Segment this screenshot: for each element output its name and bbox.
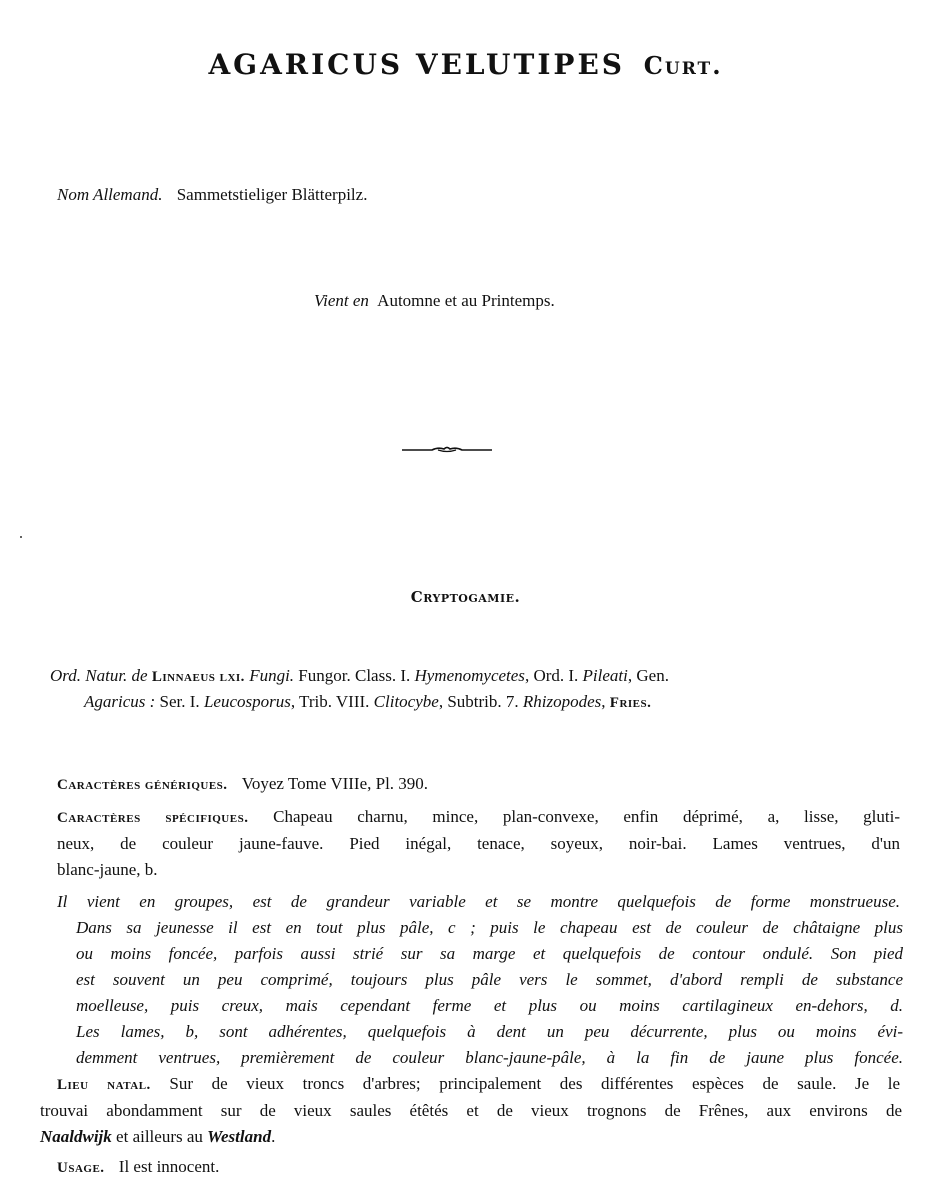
section-heading: Cryptogamie.: [410, 588, 521, 606]
classification-segment: Rhizopodes: [522, 692, 602, 711]
author-abbrev: Curt.: [643, 51, 723, 80]
classification-segment: , Ord. I.: [524, 666, 583, 685]
habitat-segment: .: [271, 1127, 276, 1146]
classification-segment: Pileati: [582, 666, 628, 685]
description-line-7: demment ventrues, premièrement de couleur blanc-jaune-pâle, à la fin de jaune plus foncée.: [76, 1048, 903, 1067]
print-speck: [20, 536, 22, 538]
specific-line-2: neux, de couleur jaune-fauve. Pied inégal, tenace, soyeux, noir-bai. Lames ventrues, d'un: [57, 834, 900, 853]
season-line: [314, 289, 555, 313]
classification-segment: Clitocybe: [373, 692, 439, 711]
habitat-segment: Westland: [207, 1127, 272, 1146]
habitat-segment: Naaldwijk: [40, 1127, 112, 1146]
habitat-line-2: trouvai abondamment sur de vieux saules étêtés et de vieux trognons de Frênes, aux environs de: [40, 1101, 902, 1120]
habitat-segment: et ailleurs au: [111, 1127, 208, 1146]
season-value: Automne et au Printemps.: [377, 291, 555, 310]
classification-segment: Ser. I.: [155, 692, 204, 711]
description-line-2: Dans sa jeunesse il est en tout plus pâle, c ; puis le chapeau est de couleur de châtaigne plus: [76, 918, 903, 937]
classification-segment: , Trib. VIII.: [290, 692, 374, 711]
classification-segment: Fungi.: [244, 666, 295, 685]
specific-line-3: blanc-jaune, b.: [57, 860, 158, 879]
description-line-6: Les lames, b, sont adhérentes, quelquefois à dent un peu décurrente, plus ou moins évi-: [76, 1022, 903, 1041]
classification-segment: Hymenomycetes: [414, 666, 525, 685]
classification-segment: Linnaeus lxi.: [151, 669, 245, 685]
description-line-3: ou moins foncée, parfois aussi strié sur sa marge et quelquefois de contour ondulé. Son pied: [76, 944, 903, 963]
generic-label: Caractères génériques.: [57, 777, 228, 793]
german-name-line: [57, 183, 367, 207]
generic-characters: [57, 772, 428, 797]
classification-segment: Leucosporus: [203, 692, 291, 711]
classification-line-1: [50, 664, 669, 689]
specific-label: Caractères spécifiques.: [57, 810, 249, 826]
generic-value: Voyez Tome VIIIe, Pl. 390.: [241, 774, 429, 793]
classification-segment: ,: [601, 692, 610, 711]
classification-segment: Agaricus :: [84, 692, 156, 711]
description-line-4: est souvent un peu comprimé, toujours plus pâle vers le sommet, d'abord rempli de substance: [76, 970, 903, 989]
description-line-5: moelleuse, puis creux, mais cependant ferme et plus ou moins cartilagineux en-dehors, d.: [76, 996, 903, 1015]
classification-segment: Ord. Natur. de: [50, 666, 152, 685]
german-name-value: Sammetstieliger Blätterpilz.: [176, 185, 368, 204]
habitat-line-3: [40, 1125, 275, 1149]
classification-segment: Fries.: [609, 695, 652, 711]
usage-line: [57, 1155, 219, 1180]
description-line-1: Il vient en groupes, est de grandeur variable et se montre quelquefois de forme monstrueuse.: [57, 892, 900, 911]
usage-label: Usage.: [57, 1160, 105, 1176]
habitat-line-1: [57, 1072, 900, 1097]
classification-line-2: [84, 690, 651, 715]
specific-text-1: Chapeau charnu, mince, plan-convexe, enfin déprimé, a, lisse, gluti-: [273, 807, 900, 826]
species-name: AGARICUS VELUTIPES: [208, 48, 626, 81]
classification-segment: , Subtrib. 7.: [438, 692, 523, 711]
classification-segment: , Gen.: [627, 666, 669, 685]
page-title: [0, 48, 931, 81]
usage-value: Il est innocent.: [118, 1157, 220, 1176]
habitat-label: Lieu natal.: [57, 1077, 151, 1093]
ornament-divider-icon: [402, 444, 492, 456]
specific-line-1: [57, 805, 900, 830]
classification-segment: Fungor. Class. I.: [294, 666, 415, 685]
season-label: Vient en: [314, 291, 369, 310]
habitat-text-1: Sur de vieux troncs d'arbres; principalement des différentes espèces de saule. Je le: [169, 1074, 900, 1093]
german-name-label: Nom Allemand.: [57, 185, 163, 204]
